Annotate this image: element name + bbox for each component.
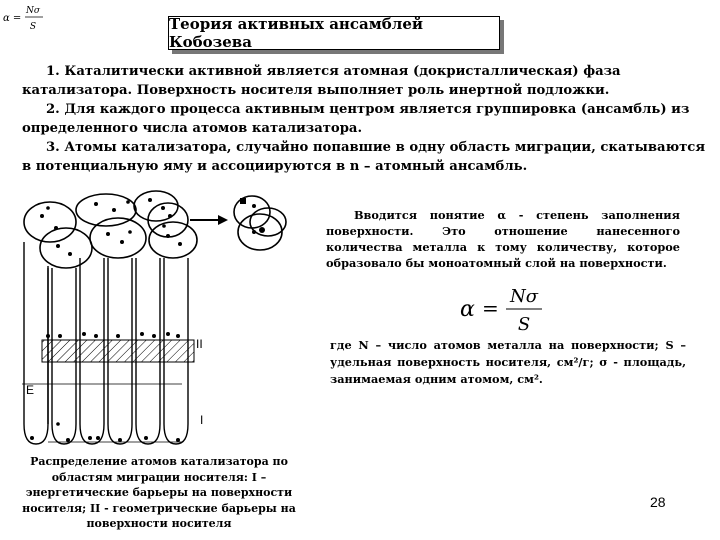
point-text: Для каждого процесса активным центром является группировка (ансамбль) из определенного числа атомов катализатора. xyxy=(22,102,690,136)
formula-denominator: S xyxy=(517,314,531,335)
corner-formula-numerator: Nσ xyxy=(25,6,41,16)
label-I: I xyxy=(200,413,204,427)
point-number: 3. xyxy=(46,140,60,155)
point-text: Каталитически активной является атомная (докристаллическая) фаза катализатора. Поверхность носителя выполняет роль инертной подложки. xyxy=(22,64,621,98)
corner-formula-denominator: S xyxy=(29,22,37,32)
theory-point-1 xyxy=(22,62,706,100)
point-number: 2. xyxy=(46,102,60,117)
label-E: E xyxy=(26,383,35,397)
label-II: II xyxy=(196,337,203,351)
filling-degree-note: Вводится понятие α - степень заполнения поверхности. Это отношение нанесенного количества металла к тому количеству, которое образовало бы моноатомный слой на поверхности. xyxy=(326,208,680,270)
formula-numerator: Nσ xyxy=(509,286,539,307)
theory-point-2 xyxy=(22,100,706,138)
formula-equals: = xyxy=(482,296,499,320)
point-text: Атомы катализатора, случайно попавшие в одну область миграции, скатываются в потенциальную яму и ассоциируются в n – атомный ансамбль. xyxy=(22,140,706,174)
diagram-caption: Распределение атомов катализатора по областям миграции носителя: I – энергетические барьеры на поверхности носителя; II - геометрические барьеры на поверхности носителя xyxy=(22,455,296,530)
page-number: 28 xyxy=(650,494,666,510)
corner-formula xyxy=(3,2,63,32)
formula-legend: где N – число атомов металла на поверхности; S – удельная поверхность носителя, см²/г; σ - площадь, занимаемая одним атомом, см². xyxy=(330,338,686,386)
theory-point-3 xyxy=(22,138,706,176)
migration-areas-top xyxy=(24,191,197,268)
result-ensembles xyxy=(234,196,286,250)
atoms-top xyxy=(40,198,182,256)
point-number: 1. xyxy=(46,64,60,79)
geometric-barrier-band xyxy=(42,340,194,362)
filling-degree-formula xyxy=(460,282,560,336)
migration-diagram xyxy=(18,188,318,450)
slide-title: Теория активных ансамблей Кобозева xyxy=(169,15,424,51)
formula-alpha: α xyxy=(460,297,475,322)
corner-formula-alpha: α = xyxy=(3,13,22,24)
slide-title-box xyxy=(168,16,500,50)
